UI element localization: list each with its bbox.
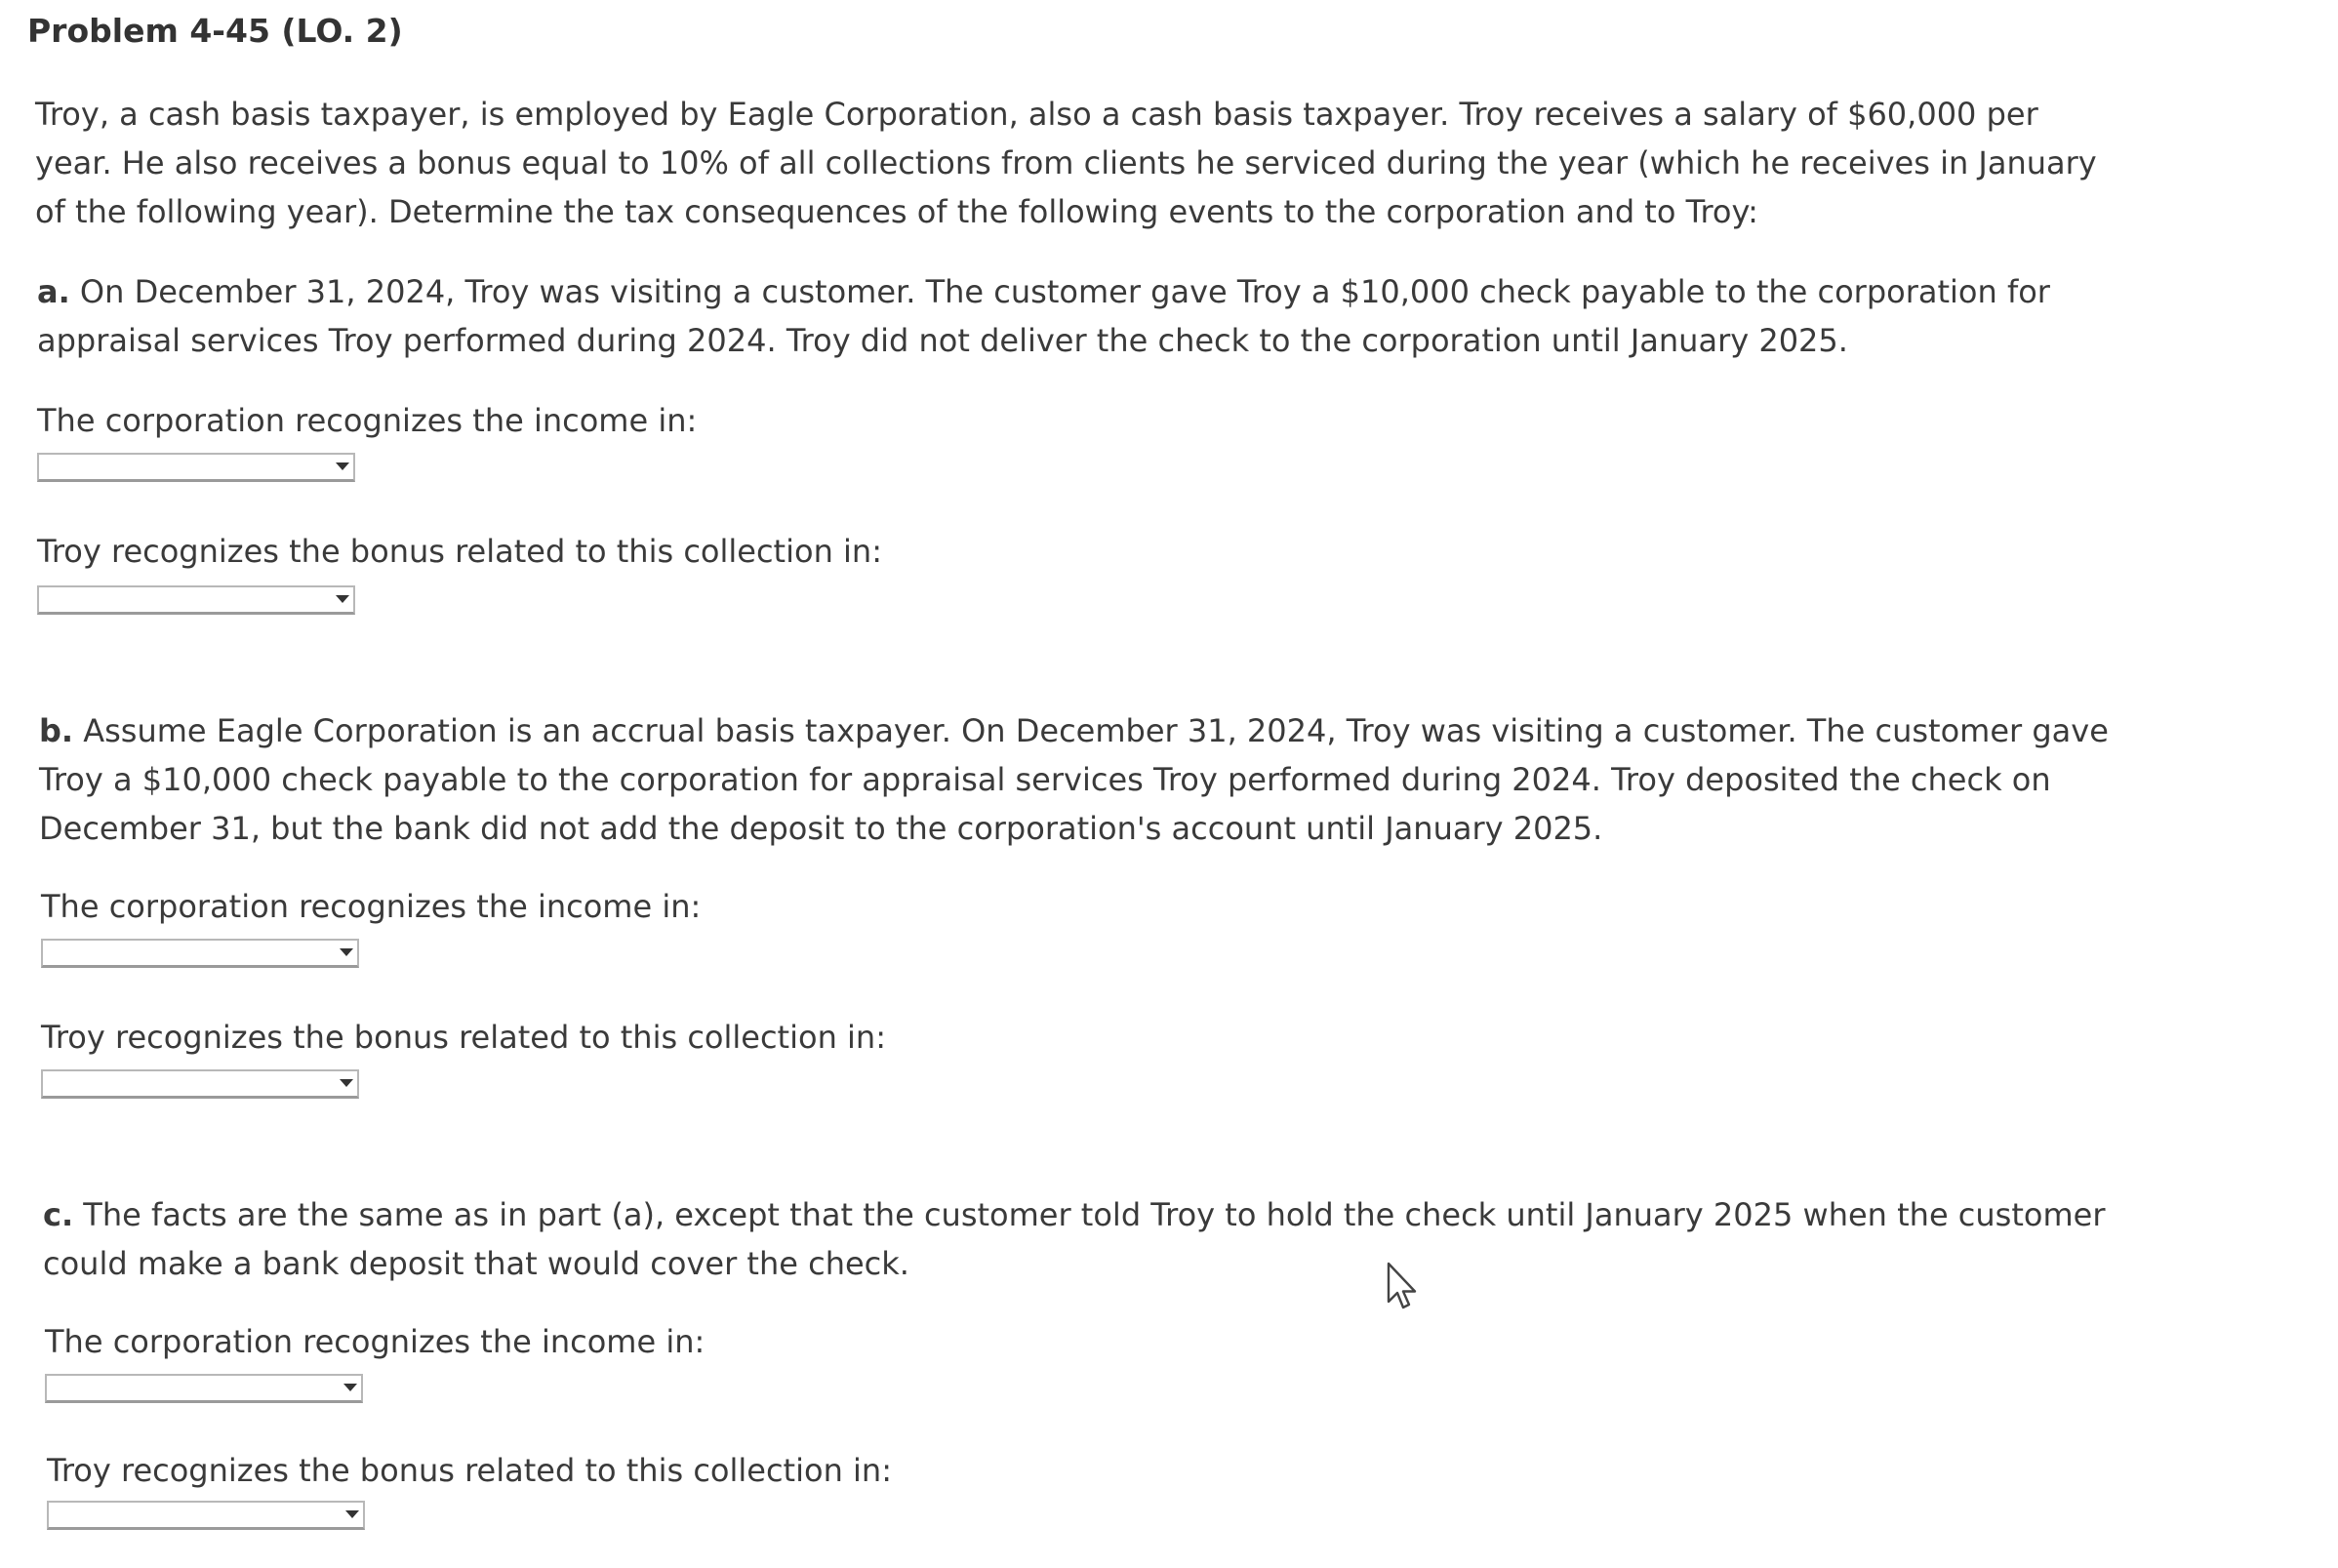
part-a-troy-label: Troy recognizes the bonus related to this collection in: xyxy=(37,533,882,570)
part-c-troy-dropdown[interactable] xyxy=(47,1501,365,1530)
chevron-down-icon xyxy=(336,462,349,470)
part-c-corp-dropdown[interactable] xyxy=(45,1374,363,1403)
part-b-troy-label: Troy recognizes the bonus related to this collection in: xyxy=(41,1019,886,1056)
part-a-corp-dropdown[interactable] xyxy=(37,453,355,482)
part-a-question xyxy=(37,267,2125,365)
problem-title: Problem 4-45 (LO. 2) xyxy=(27,12,403,50)
mouse-pointer-icon xyxy=(1386,1261,1421,1313)
part-c-text: The facts are the same as in part (a), except that the customer told Troy to hold the check until January 2025 when the customer could make a bank deposit that would cover the check. xyxy=(43,1196,2106,1282)
part-b-question xyxy=(39,706,2147,853)
part-a-letter: a. xyxy=(37,273,70,310)
part-a-text: On December 31, 2024, Troy was visiting a customer. The customer gave Troy a $10,000 check payable to the corporation for appraisal services Troy performed during 2024. Troy did not deliver the check to the corporation until January 2025. xyxy=(37,273,2050,359)
part-a-corp-label: The corporation recognizes the income in: xyxy=(37,402,698,439)
part-c-corp-label: The corporation recognizes the income in: xyxy=(45,1323,705,1360)
chevron-down-icon xyxy=(340,948,353,956)
part-a-troy-dropdown[interactable] xyxy=(37,585,355,615)
part-b-text: Assume Eagle Corporation is an accrual basis taxpayer. On December 31, 2024, Troy was visiting a customer. The customer gave Troy a $10,000 check payable to the corporation for appraisal services Troy performed during 2024. Troy deposited the check on December 31, but the bank did not add the deposit to the corporation's account until January 2025. xyxy=(39,712,2109,847)
part-b-troy-dropdown[interactable] xyxy=(41,1069,359,1099)
part-b-letter: b. xyxy=(39,712,74,749)
chevron-down-icon xyxy=(343,1384,357,1391)
chevron-down-icon xyxy=(345,1510,359,1518)
chevron-down-icon xyxy=(336,595,349,603)
chevron-down-icon xyxy=(340,1079,353,1087)
part-b-corp-label: The corporation recognizes the income in: xyxy=(41,888,702,925)
part-b-corp-dropdown[interactable] xyxy=(41,939,359,968)
part-c-letter: c. xyxy=(43,1196,74,1233)
problem-intro: Troy, a cash basis taxpayer, is employed by Eagle Corporation, also a cash basis taxpayer. Troy receives a salary of $60,000 per year. He also receives a bonus equal to 10% of all collections from clients he serviced during the year (which he receives in January of the following year). Determine the tax consequences of the following events to the corporation and to Troy: xyxy=(35,96,2097,230)
part-c-question xyxy=(43,1190,2131,1288)
part-c-troy-label: Troy recognizes the bonus related to this collection in: xyxy=(47,1452,892,1489)
